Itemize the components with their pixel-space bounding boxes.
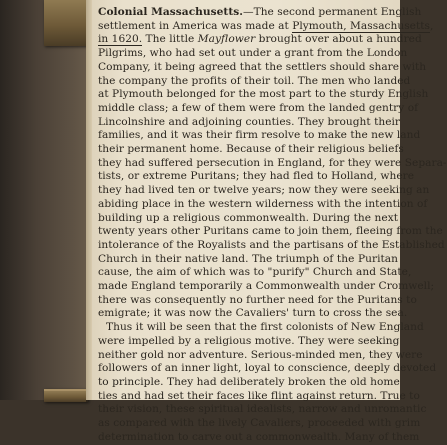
text-span: emigrate; it was now the Cavaliers' turn to cross the sea. [98, 307, 408, 320]
text-line [98, 143, 404, 157]
text-span: building up a religious commonwealth. During the next [98, 211, 398, 224]
text-line [98, 362, 437, 376]
text-line [98, 156, 447, 171]
text-line [98, 6, 422, 20]
text-span: were impelled by a religious motive. They were seeking [98, 334, 400, 347]
text-span: —The second permanent English [242, 6, 422, 18]
text-span: made England temporarily a Commonwealth under Cromwell; [98, 280, 435, 293]
text-line [98, 129, 421, 143]
text-line [98, 293, 417, 308]
text-span: Company, it being agreed that the settlers should share with [98, 60, 427, 73]
text-line [98, 403, 427, 417]
text-span: twenty years other Puritans came to join them, fleeing from the [98, 225, 443, 238]
text-line [98, 47, 408, 61]
text-line [98, 417, 421, 431]
text-span: The little [142, 33, 198, 46]
italic-text: Mayflower [197, 33, 256, 46]
text-line [98, 88, 429, 102]
text-line [98, 266, 412, 280]
text-line [98, 253, 398, 267]
text-line [98, 335, 398, 349]
text-span: Pilgrims, who had set out under a grant from the London [98, 47, 408, 60]
text-span: ties and had set their faces like flint against return. True to [98, 389, 420, 402]
text-line [98, 170, 415, 184]
text-line [98, 184, 430, 198]
text-span: families, and it was their firm resolve to make the new land [98, 129, 421, 142]
text-line [98, 74, 411, 89]
text-span: Thus it will be seen that the first colonists of New England [106, 321, 424, 334]
text-line [98, 19, 434, 34]
text-line [98, 307, 408, 321]
text-line [98, 280, 435, 294]
section-heading: Colonial Massachusetts. [98, 6, 243, 18]
text-line [98, 225, 443, 239]
book-page [92, 0, 447, 443]
text-span: Lincolnshire and adjoining counties. They brought their [98, 115, 401, 128]
text-line [98, 212, 398, 226]
text-span: tists, or extreme Puritans; they had fled to Holland, where [98, 170, 415, 183]
text-line [98, 348, 423, 363]
text-span: their permanent home. Because of their religious beliefs [98, 143, 404, 156]
text-span: neither gold nor adventure. Serious-minded men, they were [98, 348, 423, 361]
text-span: they had lived ten or twelve years; now they were seeking an [98, 184, 430, 197]
text-span: their vision, these spiritual idealists, narrow and unromantic [98, 403, 427, 416]
text-span: followers of an inner light, loyal to conscience, deeply devoted [98, 362, 437, 375]
text-span: they had suffered persecution in England, for they were Separa- [98, 156, 447, 169]
text-span: abiding place in the western wilderness with the intention of [98, 197, 428, 210]
text-line [98, 389, 420, 404]
text-line [98, 197, 428, 212]
text-span: settlement in America was made at [98, 19, 293, 32]
underlined-text: Plymouth, Massachusetts [292, 19, 431, 32]
index-tab-top [44, 0, 88, 46]
text-span: , [430, 19, 434, 32]
text-line [98, 430, 420, 445]
text-line [98, 376, 398, 390]
text-span: at Plymouth belonged for the most part to the sturdy English [98, 88, 429, 101]
text-span: intolerance of the Royalists and the partisans of the Established [98, 238, 445, 251]
book-spine-shadow [0, 0, 92, 400]
text-span: Church in their native land. The triumph of the Puritan [98, 252, 398, 265]
underlined-text: in 1620. [98, 33, 143, 46]
text-line [98, 33, 422, 47]
text-span: the company the profits of their toil. The men who landed [98, 74, 411, 87]
index-tab-bottom [44, 389, 88, 402]
text-span: to principle. They had deliberately broken the old home [98, 375, 400, 388]
text-span: brought over about a hundred [255, 33, 422, 46]
text-line [98, 321, 424, 335]
running-header [98, 0, 188, 2]
text-line [98, 115, 401, 130]
text-span: determination to carve out a commonwealth. Many of them [98, 430, 420, 443]
text-span: there was consequently no further need for the Puritans to [98, 293, 417, 306]
text-line [98, 60, 427, 75]
text-span: middle class; a few of them were from the landed gentry of [98, 101, 419, 114]
text-span: as compared with the lively Cavaliers, proceeded with grim [98, 417, 421, 430]
body-text [98, 6, 447, 445]
text-line [98, 238, 445, 253]
text-span: cause, the aim of which was to "purify" Church and State, [98, 266, 412, 279]
text-line [98, 101, 419, 116]
